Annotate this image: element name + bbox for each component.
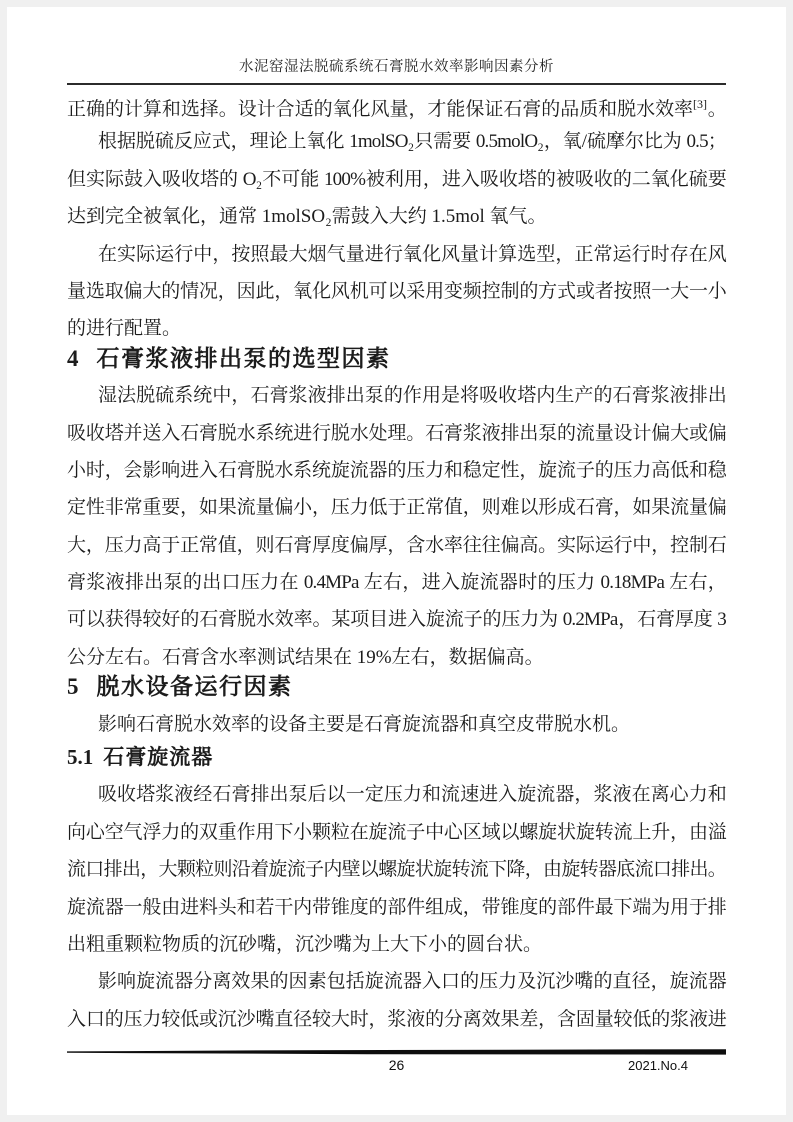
- paragraph-text: 。: [707, 99, 727, 120]
- paragraph-line: 小时，会影响进入石膏脱水系统旋流器的压力和稳定性，旋流子的压力高低和稳: [67, 459, 726, 481]
- paragraph-line: 根据脱硫反应式，理论上氧化 1molSO₂只需要 0.5molO₂，氧/硫摩尔比为 0.5；: [98, 131, 726, 153]
- paragraph-line: 的进行配置。: [67, 318, 182, 340]
- paragraph-line: 膏浆液排出泵的出口压力在 0.4MPa 左右，进入旋流器时的压力 0.18MPa 左右，: [67, 572, 726, 594]
- footer-page-number: 26: [388, 1057, 405, 1073]
- section-number: 5: [67, 674, 79, 700]
- paragraph-text: 正确的计算和选择。设计合适的氧化风量，才能保证石膏的品质和脱水效率: [67, 99, 694, 120]
- paragraph-line: 出粗重颗粒物质的沉砂嘴，沉沙嘴为上大下小的圆台状。: [67, 933, 543, 955]
- running-header-title: 水泥窑湿法脱硫系统石膏脱水效率影响因素分析: [239, 59, 554, 75]
- paragraph-line: 旋流器一般由进料头和若干内带锥度的部件组成，带锥度的部件最下端为用于排: [67, 896, 726, 918]
- paragraph-line: 在实际运行中，按照最大烟气量进行氧化风量计算选型，正常运行时存在风: [98, 243, 726, 265]
- paragraph-line: 入口的压力较低或沉沙嘴直径较大时，浆液的分离效果差，含固量较低的浆液进: [67, 1008, 726, 1030]
- paragraph-line: 但实际鼓入吸收塔的 O₂不可能 100%被利用，进入吸收塔的被吸收的二氧化硫要: [67, 168, 726, 190]
- footer-rule: [67, 1049, 726, 1055]
- subsection-heading-5-1: [67, 739, 726, 776]
- article-body: [67, 86, 726, 1038]
- paragraph-line: 大，压力高于正常值，则石膏厚度偏厚，含水率往往偏高。实际运行中，控制石: [67, 534, 726, 556]
- paragraph-line: 吸收塔浆液经石膏排出泵后以一定压力和流速进入旋流器，浆液在离心力和: [98, 784, 726, 806]
- paragraph-line: 流口排出，大颗粒则沿着旋流子内壁以螺旋状旋转流下降，由旋转器底流口排出。: [67, 859, 726, 881]
- section-heading-4: [67, 340, 726, 377]
- paragraph-line: 量选取偏大的情况，因此，氧化风机可以采用变频控制的方式或者按照一大一小: [67, 280, 726, 302]
- citation-ref: [3]: [693, 97, 708, 111]
- paragraph-line: 向心空气浮力的双重作用下小颗粒在旋流子中心区域以螺旋状旋转流上升，由溢: [67, 821, 726, 843]
- section-title: 脱水设备运行因素: [96, 673, 293, 700]
- subsection-number: 5.1: [67, 745, 94, 770]
- paragraph-line: 影响旋流器分离效果的因素包括旋流器入口的压力及沉沙嘴的直径，旋流器: [98, 971, 726, 993]
- paragraph-line: 定性非常重要，如果流量偏小，压力低于正常值，则难以形成石膏，如果流量偏: [67, 497, 726, 519]
- header-rule: [67, 83, 726, 85]
- paragraph-line: [67, 86, 726, 123]
- paragraph-line: 湿法脱硫系统中，石膏浆液排出泵的作用是将吸收塔内生产的石膏浆液排出: [98, 385, 726, 407]
- footer-issue-label: 2021.No.4: [628, 1058, 688, 1073]
- paragraph-line: 可以获得较好的石膏脱水效率。某项目进入旋流子的压力为 0.2MPa，石膏厚度 3: [67, 609, 726, 631]
- paragraph-line: 吸收塔并送入石膏脱水系统进行脱水处理。石膏浆液排出泵的流量设计偏大或偏: [67, 422, 726, 444]
- section-title: 石膏浆液排出泵的选型因素: [96, 344, 391, 371]
- paragraph-line: 达到完全被氧化，通常 1molSO₂需鼓入大约 1.5mol 氧气。: [67, 206, 547, 228]
- subsection-title: 石膏旋流器: [103, 746, 214, 770]
- paragraph-line: 影响石膏脱水效率的设备主要是石膏旋流器和真空皮带脱水机。: [98, 713, 631, 735]
- paragraph-line: 公分左右。石膏含水率测试结果在 19%左右，数据偏高。: [67, 646, 544, 668]
- section-number: 4: [67, 345, 79, 371]
